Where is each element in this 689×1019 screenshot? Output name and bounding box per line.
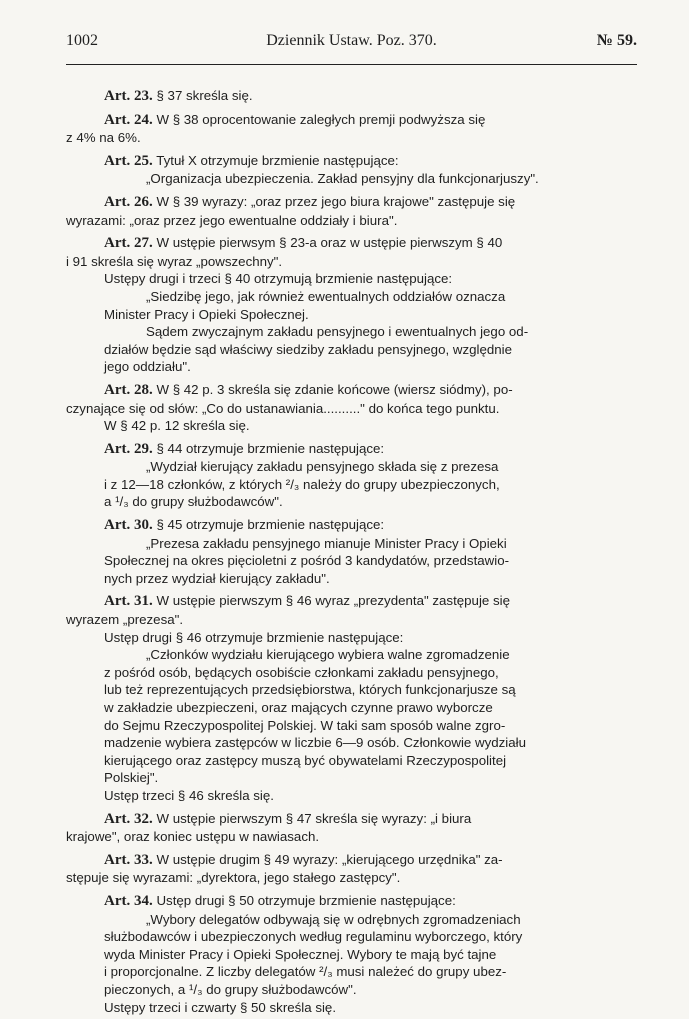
article-26 [66, 193, 635, 229]
quoted-text: a ¹/₃ do grupy służbodawców". [104, 494, 283, 510]
quoted-text: „Siedzibę jego, jak również ewentualnych oddziałów oznacza [146, 288, 506, 304]
article-text: Ustępy trzeci i czwarty § 50 skreśla się. [104, 999, 337, 1015]
quoted-text: „Prezesa zakładu pensyjnego mianuje Minister Pracy i Opieki [146, 535, 507, 551]
article-27 [66, 234, 635, 376]
quoted-text: wyda Minister Pracy i Opieki Społecznej. Wybory te mają być tajne [104, 946, 497, 962]
article-number: Art. 27. [104, 235, 153, 252]
quoted-text: z pośród osób, będących osobiście członkami zakładu pensyjnego, [104, 664, 499, 680]
header-rule [66, 64, 637, 65]
quoted-text: i proporcjonalne. Z liczby delegatów ²/₃ musi należeć do grupy ubez- [104, 964, 507, 980]
article-text: wyrazami: „oraz przez jego ewentualne oddziały i biura". [66, 212, 398, 228]
quoted-text: Społecznej na okres pięcioletni z pośród 3 kandydatów, przedstawio- [104, 553, 510, 569]
quoted-text: „Wydział kierujący zakładu pensyjnego składa się z prezesa [146, 459, 499, 475]
article-number: Art. 25. [104, 152, 153, 169]
quoted-text: nych przez wydział kierujący zakładu". [104, 570, 330, 586]
quoted-text: Sądem zwyczajnym zakładu pensyjnego i ewentualnych jego od- [146, 324, 529, 340]
article-23 [66, 87, 635, 106]
quoted-text: służbodawców i ubezpieczonych według regulaminu wyborczego, który [104, 929, 523, 945]
article-32 [66, 810, 635, 846]
quoted-text: madzenie wybiera zastępców w liczbie 6—9 osób. Członkowie wydziału [104, 735, 527, 751]
article-text: § 45 otrzymuje brzmienie następujące: [156, 517, 385, 533]
quoted-text: i z 12—18 członków, z których ²/₃ należy do grupy ubezpieczonych, [104, 476, 500, 492]
article-number: Art. 34. [104, 892, 153, 909]
article-number: Art. 31. [104, 593, 153, 610]
article-25 [66, 152, 635, 188]
article-text: Ustępy drugi i trzeci § 40 otrzymują brzmienie następujące: [104, 271, 453, 287]
article-text: W § 42 p. 12 skreśla się. [104, 418, 250, 434]
article-text: W ustępie pierwsym § 23-a oraz w ustępie pierwszym § 40 [156, 235, 503, 251]
article-number: Art. 32. [104, 810, 153, 827]
article-text: W ustępie drugim § 49 wyrazy: „kierującego urzędnika" za- [156, 851, 503, 867]
article-text: W § 38 oprocentowanie zaległych premji podwyższa się [156, 111, 486, 127]
article-24 [66, 111, 635, 147]
quoted-text: Polskiej". [104, 770, 159, 786]
article-text: W ustępie pierwszym § 47 skreśla się wyrazy: „i biura [156, 810, 472, 826]
article-34 [66, 892, 635, 1016]
article-text: W § 42 p. 3 skreśla się zdanie końcowe (wiersz siódmy), po- [156, 381, 513, 397]
page-number: 1002 [66, 32, 98, 49]
quoted-text: jego oddziału". [104, 359, 191, 375]
quoted-text: „Organizacja ubezpieczenia. Zakład pensyjny dla funkcjonarjuszy". [146, 171, 539, 187]
article-number: Art. 29. [104, 440, 153, 457]
article-number: Art. 24. [104, 111, 153, 128]
article-text: z 4% na 6%. [66, 130, 141, 146]
journal-title: Dziennik Ustaw. Poz. 370. [266, 32, 437, 49]
quoted-text: do Sejmu Rzeczypospolitej Polskiej. W taki sam sposób walne zgro- [104, 717, 506, 733]
article-text: stępuje się wyrazami: „dyrektora, jego stałego zastępcy". [66, 870, 401, 886]
article-text: Ustęp drugi § 46 otrzymuje brzmienie następujące: [104, 629, 404, 645]
article-29 [66, 440, 635, 511]
article-30 [66, 516, 635, 587]
article-text: Ustęp trzeci § 46 skreśla się. [104, 787, 274, 803]
article-text: i 91 skreśla się wyraz „powszechny". [66, 253, 283, 269]
article-33 [66, 851, 635, 887]
quoted-text: Minister Pracy i Opieki Społecznej. [104, 306, 309, 322]
article-31 [66, 592, 635, 804]
article-text: Ustęp drugi § 50 otrzymuje brzmienie następujące: [156, 892, 456, 908]
page-header [66, 32, 637, 54]
article-text: wyrazem „prezesa". [66, 612, 184, 628]
article-number: Art. 23. [104, 88, 153, 104]
quoted-text: „Członków wydziału kierującego wybiera walne zgromadzenie [146, 647, 510, 663]
quoted-text: kierującego oraz zastępcy muszą być obywatelami Rzeczypospolitej [104, 752, 507, 768]
article-text: § 37 skreśla się. [156, 88, 253, 103]
article-number: Art. 33. [104, 851, 153, 868]
article-number: Art. 26. [104, 193, 153, 210]
article-text: Tytuł X otrzymuje brzmienie następujące: [156, 152, 399, 168]
article-number: Art. 30. [104, 517, 153, 534]
article-text: krajowe", oraz koniec ustępu w nawiasach. [66, 829, 320, 845]
article-28 [66, 381, 635, 435]
quoted-text: działów będzie sąd właściwy siedziby zakładu pensyjnego, względnie [104, 341, 512, 357]
quoted-text: „Wybory delegatów odbywają się w odrębnych zgromadzeniach [146, 911, 521, 927]
article-text: czynające się od słów: „Co do ustanawiania.........." do końca tego punktu. [66, 400, 500, 416]
quoted-text: lub też reprezentujących przedsiębiorstwa, których funkcjonarjusze są [104, 682, 516, 698]
document-body [66, 87, 635, 1019]
quoted-text: pieczonych, a ¹/₃ do grupy służbodawców". [104, 981, 357, 997]
article-text: § 44 otrzymuje brzmienie następujące: [156, 440, 385, 456]
article-text: W § 39 wyrazy: „oraz przez jego biura krajowe" zastępuje się [156, 193, 516, 209]
issue-number: № 59. [596, 32, 637, 49]
article-number: Art. 28. [104, 381, 153, 398]
quoted-text: w zakładzie ubezpieczeni, oraz mających czynne prawo wyborcze [104, 700, 493, 715]
article-text: W ustępie pierwszym § 46 wyraz „prezydenta" zastępuje się [156, 593, 510, 609]
